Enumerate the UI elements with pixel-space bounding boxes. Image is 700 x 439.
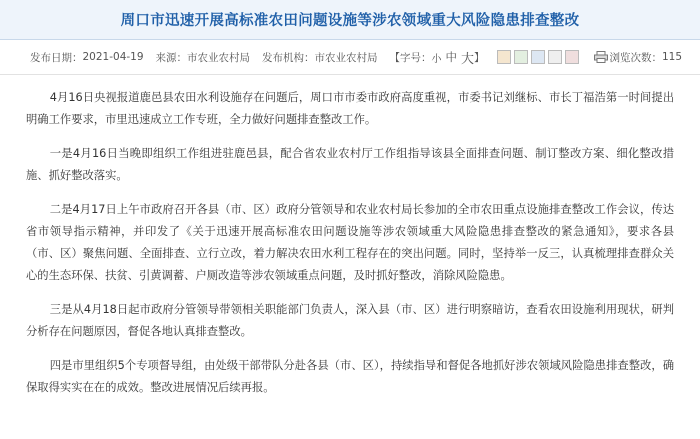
fontsize-large-button[interactable]: 大: [461, 51, 475, 67]
meta-bar: [0, 40, 700, 75]
source-value: 市农业农村局: [187, 51, 251, 64]
fontsize-close-bracket: 】: [474, 51, 485, 64]
article-title: 周口市迅速开展高标准农田问题设施等涉农领域重大风险隐患排查整改: [120, 13, 580, 29]
color-swatch-2[interactable]: [514, 50, 528, 64]
publisher-value: 市农业农村局: [314, 51, 378, 64]
article-body: [0, 75, 700, 399]
print-icon[interactable]: [594, 51, 608, 63]
paragraph-1: 4月16日央视报道鹿邑县农田水利设施存在问题后，周口市市委市政府高度重视，市委书记刘继标、市长丁福浩第一时间提出明确工作要求，市里迅速成立工作专班，全力做好问题排查整改工作。: [26, 91, 674, 126]
date-label: 发布日期：: [30, 51, 83, 64]
paragraph-3: 二是4月17日上午市政府召开各县（市、区）政府分管领导和农业农村局长参加的全市农田重点设施排查整改工作会议，传达省市领导指示精神，并印发了《关于迅速开展高标准农田问题设施等涉农领域重大风险隐患排查整改的紧急通知》，要求各县（市、区）聚焦问题、全面排查、立行立改，着力解决农田水利工程存在的突出问题。同时，坚持举一反三，认真梳理排查群众关心的生态环保、扶贫、引黄调蓄、户厕改造等涉农领域重点问题，及时抓好整改，消除风险隐患。: [26, 203, 674, 282]
publish-date: 2021-04-19: [82, 51, 144, 63]
fontsize-small-button[interactable]: 小: [431, 53, 442, 65]
publisher-label: 发布机构：: [262, 51, 315, 64]
color-swatch-1[interactable]: [497, 50, 511, 64]
color-swatch-3[interactable]: [531, 50, 545, 64]
views-count: 115: [661, 51, 682, 63]
title-bar: [0, 0, 700, 40]
paragraph-4: 三是从4月18日起市政府分管领导带领相关职能部门负责人，深入县（市、区）进行明察暗访，查看农田设施利用现状，研判分析存在问题原因，督促各地认真排查整改。: [26, 303, 674, 338]
fontsize-medium-button[interactable]: 中: [445, 50, 458, 64]
paragraph-5: 四是市里组织5个专项督导组，由处级干部带队分赴各县（市、区），持续指导和督促各地抓好涉农领域风险隐患排查整改，确保取得实实在在的成效。整改进展情况后续再报。: [26, 359, 674, 394]
paragraph-2: 一是4月16日当晚即组织工作组进驻鹿邑县，配合省农业农村厅工作组指导该县全面排查问题、制订整改方案、细化整改措施、抓好整改落实。: [26, 147, 674, 182]
views-label: 浏览次数：: [609, 51, 662, 64]
color-swatch-5[interactable]: [565, 50, 579, 64]
source-label: 来源：: [155, 51, 188, 64]
color-swatch-4[interactable]: [548, 50, 562, 64]
background-color-picker: [497, 50, 582, 64]
fontsize-label: 【字号：: [389, 51, 432, 64]
